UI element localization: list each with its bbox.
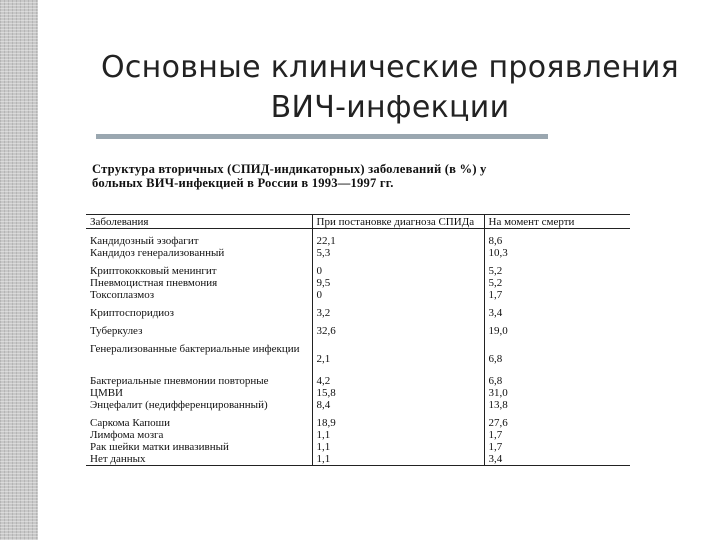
- cell-at-diagnosis: 32,6: [312, 319, 484, 337]
- table-row: [86, 289, 630, 301]
- cell-at-death: 8,6: [484, 229, 630, 248]
- table-row: [86, 259, 630, 277]
- cell-at-diagnosis: 15,8: [312, 387, 484, 399]
- table-row: [86, 337, 630, 365]
- cell-at-death: 10,3: [484, 247, 630, 259]
- cell-at-death: 31,0: [484, 387, 630, 399]
- table-row: [86, 365, 630, 387]
- header-at-diagnosis: При постановке диагноза СПИДа: [312, 215, 484, 229]
- cell-disease: Пневмоцистная пневмония: [90, 277, 218, 289]
- cell-at-diagnosis: 0: [312, 259, 484, 277]
- cell-at-diagnosis: 8,4: [312, 399, 484, 411]
- cell-at-diagnosis: 0: [312, 289, 484, 301]
- slide-title: [60, 48, 720, 128]
- table-header-row: [86, 215, 630, 229]
- cell-at-diagnosis: 3,2: [312, 301, 484, 319]
- cell-disease: Рак шейки матки инвазивный: [90, 441, 229, 453]
- table-row: [86, 429, 630, 441]
- cell-disease: Криптококковый менингит: [90, 265, 217, 277]
- slide-title-line-1: Основные клинические проявления: [100, 50, 680, 85]
- cell-disease: Туберкулез: [90, 325, 143, 337]
- cell-at-diagnosis: 2,1: [312, 337, 484, 365]
- cell-at-diagnosis: 1,1: [312, 441, 484, 453]
- cell-disease: Кандидоз генерализованный: [90, 247, 225, 259]
- cell-at-death: 6,8: [484, 365, 630, 387]
- header-disease: Заболевания: [86, 215, 312, 229]
- cell-at-death: 3,4: [484, 453, 630, 466]
- cell-disease: Генерализованные бактериальные инфекции: [90, 343, 300, 355]
- cell-at-diagnosis: 1,1: [312, 453, 484, 466]
- cell-at-diagnosis: 1,1: [312, 429, 484, 441]
- table-caption-line-1: Структура вторичных (СПИД-индикаторных) заболеваний (в %) у: [92, 162, 487, 176]
- decorative-left-bar: [0, 0, 38, 540]
- table-row: [86, 399, 630, 411]
- slide-title-line-2: ВИЧ-инфекции: [270, 90, 510, 125]
- cell-at-death: 3,4: [484, 301, 630, 319]
- cell-disease: Криптоспоридиоз: [90, 307, 175, 319]
- cell-at-death: 1,7: [484, 429, 630, 441]
- title-underline: [96, 134, 548, 139]
- cell-disease: Токсоплазмоз: [90, 289, 155, 301]
- table-row: [86, 247, 630, 259]
- cell-disease: Бактериальные пневмонии повторные: [90, 375, 269, 387]
- table-caption: [92, 162, 638, 190]
- table-row: [86, 387, 630, 399]
- table-row: [86, 277, 630, 289]
- table-row: [86, 301, 630, 319]
- cell-at-diagnosis: 9,5: [312, 277, 484, 289]
- table-row: [86, 441, 630, 453]
- cell-at-death: 1,7: [484, 289, 630, 301]
- cell-disease: Саркома Капоши: [90, 417, 170, 429]
- cell-at-death: 19,0: [484, 319, 630, 337]
- cell-at-death: 13,8: [484, 399, 630, 411]
- table-row: [86, 453, 630, 466]
- cell-at-death: 5,2: [484, 277, 630, 289]
- table-row: [86, 319, 630, 337]
- cell-at-diagnosis: 4,2: [312, 365, 484, 387]
- cell-disease: ЦМВИ: [90, 387, 124, 399]
- cell-disease: Нет данных: [86, 453, 312, 466]
- cell-at-death: 5,2: [484, 259, 630, 277]
- disease-structure-table: [86, 214, 630, 466]
- cell-disease: Лимфома мозга: [90, 429, 164, 441]
- header-at-death: На момент смерти: [484, 215, 630, 229]
- cell-at-diagnosis: 5,3: [312, 247, 484, 259]
- cell-at-death: 6,8: [484, 337, 630, 365]
- table-row: [86, 229, 630, 248]
- cell-at-death: 27,6: [484, 411, 630, 429]
- cell-at-death: 1,7: [484, 441, 630, 453]
- table-caption-line-2: больных ВИЧ-инфекцией в России в 1993—1997 гг.: [92, 176, 394, 190]
- cell-disease: Кандидозный эзофагит: [90, 235, 199, 247]
- cell-at-diagnosis: 22,1: [312, 229, 484, 248]
- table-row: [86, 411, 630, 429]
- cell-at-diagnosis: 18,9: [312, 411, 484, 429]
- cell-disease: Энцефалит (недифференцированный): [90, 399, 268, 411]
